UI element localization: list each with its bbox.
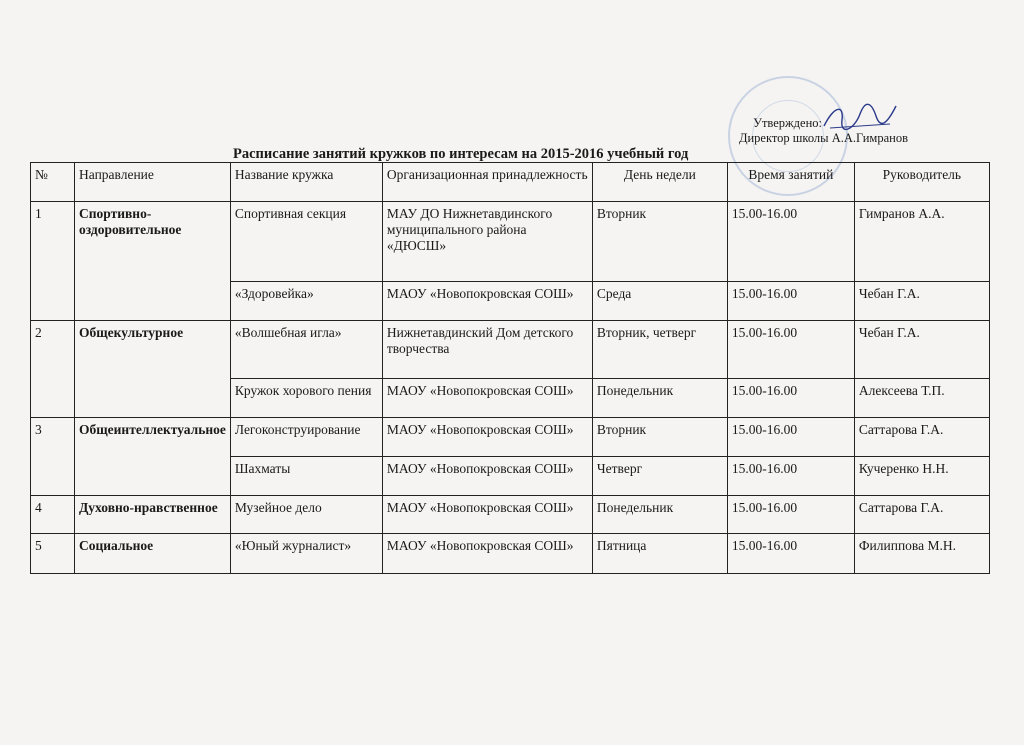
- leader-cell: Чебан Г.А.: [854, 282, 989, 321]
- time-cell: 15.00-16.00: [727, 282, 854, 321]
- time-cell: 15.00-16.00: [727, 321, 854, 379]
- leader-cell: Алексеева Т.П.: [854, 379, 989, 418]
- club-cell: Легоконструирование: [230, 418, 382, 457]
- row-number: 3: [31, 418, 75, 496]
- club-cell: «Волшебная игла»: [230, 321, 382, 379]
- direction-cell: Социальное: [75, 534, 231, 574]
- direction-cell: Общекультурное: [75, 321, 231, 418]
- org-cell: МАОУ «Новопокровская СОШ»: [382, 496, 592, 534]
- club-cell: «Юный журналист»: [230, 534, 382, 574]
- header-row: [31, 163, 990, 202]
- header-direction: Направление: [75, 163, 231, 202]
- schedule-table: [30, 162, 990, 574]
- day-cell: Понедельник: [592, 496, 727, 534]
- leader-cell: Чебан Г.А.: [854, 321, 989, 379]
- header-day: День недели: [592, 163, 727, 202]
- day-cell: Вторник, четверг: [592, 321, 727, 379]
- leader-cell: Филиппова М.Н.: [854, 534, 989, 574]
- org-cell: МАОУ «Новопокровская СОШ»: [382, 379, 592, 418]
- time-cell: 15.00-16.00: [727, 457, 854, 496]
- table-row: [31, 202, 990, 282]
- org-cell: МАОУ «Новопокровская СОШ»: [382, 534, 592, 574]
- leader-cell: Гимранов А.А.: [854, 202, 989, 282]
- page-title: Расписание занятий кружков по интересам на 2015-2016 учебный год: [233, 146, 689, 162]
- org-cell: МАОУ «Новопокровская СОШ»: [382, 418, 592, 457]
- club-cell: Кружок хорового пения: [230, 379, 382, 418]
- row-number: 4: [31, 496, 75, 534]
- direction-cell: Общеинтеллектуальное: [75, 418, 231, 496]
- header-number: №: [31, 163, 75, 202]
- org-cell: Нижнетавдинский Дом детского творчества: [382, 321, 592, 379]
- row-number: 5: [31, 534, 75, 574]
- direction-cell: Духовно-нравственное: [75, 496, 231, 534]
- time-cell: 15.00-16.00: [727, 418, 854, 457]
- org-cell: МАУ ДО Нижнетавдинского муниципального района «ДЮСШ»: [382, 202, 592, 282]
- club-cell: «Здоровейка»: [230, 282, 382, 321]
- time-cell: 15.00-16.00: [727, 379, 854, 418]
- header-club-name: Название кружка: [230, 163, 382, 202]
- table-row: [31, 321, 990, 379]
- time-cell: 15.00-16.00: [727, 496, 854, 534]
- direction-cell: Спортивно-оздоровительное: [75, 202, 231, 321]
- leader-cell: Саттарова Г.А.: [854, 496, 989, 534]
- approved-label: Утверждено:: [753, 116, 822, 130]
- leader-cell: Кучеренко Н.Н.: [854, 457, 989, 496]
- table-row: [31, 418, 990, 457]
- director-line: Директор школы А.А.Гимранов: [738, 131, 908, 145]
- row-number: 2: [31, 321, 75, 418]
- leader-cell: Саттарова Г.А.: [854, 418, 989, 457]
- header-organization: Организационная принадлежность: [382, 163, 592, 202]
- day-cell: Понедельник: [592, 379, 727, 418]
- header-time: Время занятий: [727, 163, 854, 202]
- time-cell: 15.00-16.00: [727, 534, 854, 574]
- club-cell: Шахматы: [230, 457, 382, 496]
- day-cell: Пятница: [592, 534, 727, 574]
- day-cell: Вторник: [592, 202, 727, 282]
- table-row: [31, 496, 990, 534]
- table-row: [31, 534, 990, 574]
- day-cell: Среда: [592, 282, 727, 321]
- row-number: 1: [31, 202, 75, 321]
- header-leader: Руководитель: [854, 163, 989, 202]
- org-cell: МАОУ «Новопокровская СОШ»: [382, 282, 592, 321]
- approval-block: [690, 116, 920, 146]
- day-cell: Вторник: [592, 418, 727, 457]
- org-cell: МАОУ «Новопокровская СОШ»: [382, 457, 592, 496]
- club-cell: Музейное дело: [230, 496, 382, 534]
- club-cell: Спортивная секция: [230, 202, 382, 282]
- day-cell: Четверг: [592, 457, 727, 496]
- time-cell: 15.00-16.00: [727, 202, 854, 282]
